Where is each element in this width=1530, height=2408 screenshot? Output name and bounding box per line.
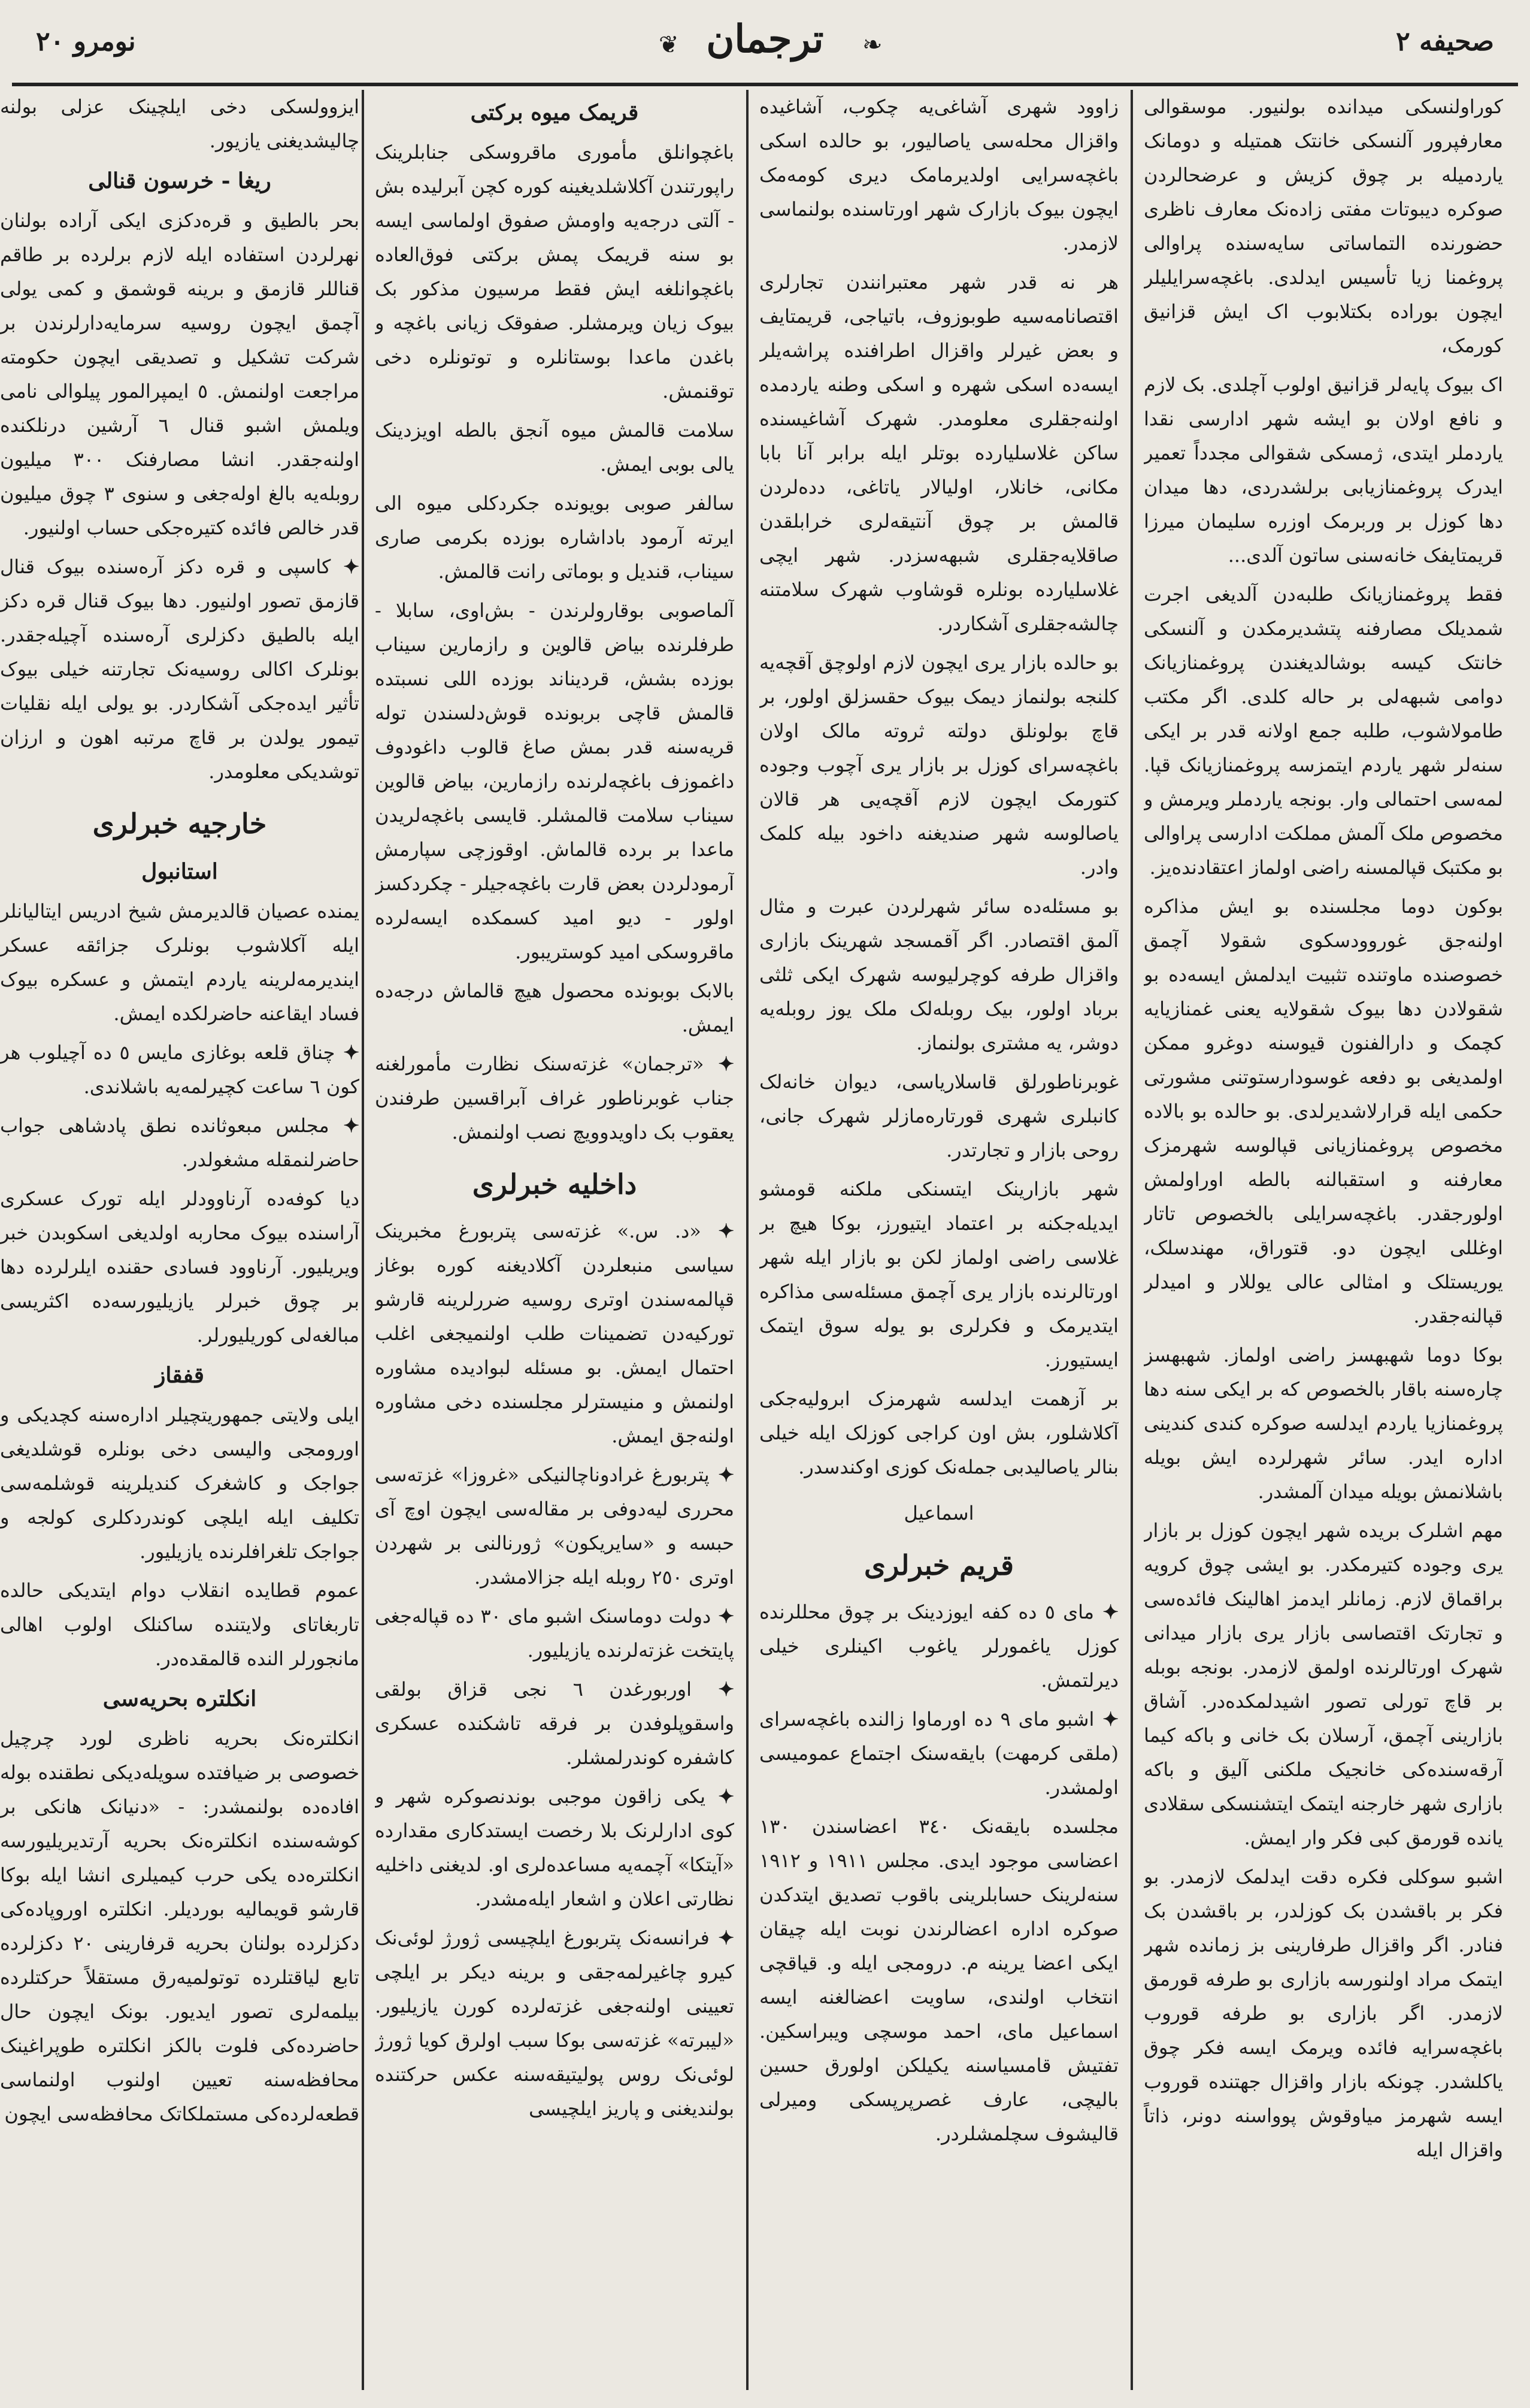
ornament-icon: ❧ — [862, 31, 883, 59]
column-4 — [0, 90, 359, 2390]
paragraph: باغچوانلق مأموری ماقروسکی جنابلرینک راپورتندن آکلاشلدیغینه کوره کچن آبرلیده بش - آلتی درجه‌یه واومش صفوق اولماسی ایسه بو سنه قریمک پمش برکتی فوق‌العاده باغچوانلغه ایش فقط مرسیون مذکور بک بیوک زیان ویرمشلر. صفوقک زیانی باغچه و باغدن ماعدا بوستانلره و توتونلره دخی توقنمش. — [375, 141, 734, 403]
column-3 — [375, 90, 734, 2390]
author-signature: اسماعیل — [904, 1502, 974, 1524]
paragraph: سلامت قالمش میوه آنجق بالطه اویزدینک یالی بوبی ایمش. — [375, 419, 734, 476]
subheading: قفقاز — [155, 1363, 204, 1388]
paragraph: ✦ «ترجمان» غزته‌سنک نظارت مأمورلغنه جناب غوبرناطور غراف آبراقسین طرفندن یعقوب بک داویدوویچ نصب اولنمش. — [375, 1052, 734, 1144]
issue-number: نومرو ٢٠ — [36, 26, 136, 57]
paragraph: ✦ پتربورغ غرادوناچالنیکی «غروزا» غزته‌سی محرری لیه‌دوفی بر مقاله‌سی ایچون اوچ آی حبسه و «سایریکون» ژورنالنی بر شهردن اوتری ٢٥٠ روبله ایله جزالامشدر. — [375, 1463, 734, 1589]
bullet-icon: ✦ — [335, 1041, 359, 1064]
paragraph: ✦ اوربورغدن ٦ نجی قزاق بولقی واسقوپلوفدن بر فرقه تاشکنده عسکری کاشفره کوندرلمشلر. — [375, 1678, 734, 1769]
column-1 — [1144, 90, 1503, 2390]
section-heading: داخلیه خبرلری — [472, 1168, 637, 1200]
paragraph: ✦ کاسپی و قره دکز آره‌سنده بیوک قنال قازمق تصور اولنیور. دها بیوک قنال قره دکز ایله بالطیق دکزلری آره‌سنده آچیله‌جقدر. بونلرک اکالی روسیه‌نک تجارتنه خیلی بیوک تأثیر ایده‌جکی آشکاردر. بو یولی ایله نقلیات تیمور یولدن بر قاچ مرتبه اهون و ارزان توشدیکی معلومدر. — [0, 555, 359, 783]
subheading: ریغا - خرسون قنالی — [88, 168, 271, 193]
paragraph: انکلتره‌نک بحریه ناظری لورد چرچیل خصوصی بر ضیافتده سویله‌دیکی نطقنده بوله افاده‌ده بولنمشدر: - «دنیانک هانکی بر کوشه‌سنده انکلتره‌نک بحریه آرتدیریلیورسه انکلتره‌ده یکی حرب کیمیلری انشا ایله بوکا قارشو قویمالیه بوردیلر. انکلتره اوروپاده‌کی دکزلرده بولنان بحریه قرفارینی ٢٠ دکزلرده تابع لیاقتلرده توتولمیه‌رق مستقلاً حرکتلرده بیلمه‌لری تصور ایدیور. بونک ایچون حال حاضرده‌کی فلوت بالکز انکلتره طوپراغینک محافظه‌سنه تعیین اولنوب اولنماسی قطعه‌لرده‌کی مستملکاتک محافظه‌سی ایچون — [0, 1727, 359, 2125]
bullet-icon: ✦ — [711, 1605, 734, 1627]
paragraph: ✦ دولت دوماسنک اشبو مای ٣٠ ده قپاله‌جغی پایتخت غزته‌لرنده یازیلیور. — [375, 1605, 734, 1662]
paragraph: ✦ چناق قلعه بوغازی مایس ٥ ده آچیلوب هر کون ٦ ساعت کچیرلمه‌یه باشلاندی. — [0, 1041, 359, 1098]
masthead — [12, 11, 1518, 86]
column-rule — [362, 90, 364, 2390]
paragraph: ✦ اشبو مای ٩ ده اورماوا زالنده باغچه‌سرای (ملقی کرمهت) بایقه‌سنک اجتماع عمومیسی اولمشدر. — [759, 1708, 1119, 1799]
paragraph: بو مسئله‌ده سائر شهرلردن عبرت و مثال آلمق اقتصادر. اگر آقمسجد شهرینک بازاری واقزال طرفه کوچرلیوسه شهرک ایکی ثلثی برباد اولور، بیک روبله‌لک ملک یوز روبله‌یه دوشر، یه مشتری بولنماز. — [759, 895, 1119, 1054]
paragraph: ایلی ولایتی جمهوریتچیلر اداره‌سنه کچدیکی و اورومجی والیسی دخی بونلره قوشلدیغی جواجک و کاشغرک کندیلرینه قوشلمه‌سی تکلیف ایله ایلچی کوندردکلری کولجه و جواجک تلغرافلرنده یازیلیور. — [0, 1403, 359, 1563]
paragraph: بو حالده بازار یری ایچون لازم اولوچق آقچه‌یه کلنجه بولنماز دیمک بیوک حقسزلق اولور، بر قاچ بولونلق دولته ثروته مالک اولان باغچه‌سرای کوزل بر بازار یری آچوب وجوده کتورمک ایچون لازم آقچه‌یی هر قالان یاصالوسه شهر صندیغنه داخود بیله کلمک وادر. — [759, 651, 1119, 879]
paragraph: سالفر صوبی بویونده جکردکلی میوه الی ایرته آرمود باداشاره بوزده بکرمی صاری سیناب، قندیل و بوماتی رانت قالمش. — [375, 492, 734, 583]
section-heading: خارجیه خبرلری — [92, 807, 267, 840]
paragraph: بوکون دوما مجلسنده بو ایش مذاکره اولنه‌جق غوروودسکوی شقولا آچمق خصوصنده ماوتنده تثبیت ایدلمش ایسه‌ده بو شقولادن دها بیوک شقولایه یعنی غمنازیایه کچمک و دارالفنون قیوسنه دوغرو ممکن اولمدیغی بو دفعه غوسودارستوتنی مشورتی حکمی ایله قرارلاشدیرلدی. بو حالده بو بالاده مخصوص پروغمنازیانی قپالوسه شهرمزک معارفنه و استقبالنه بالطه اوراولمش اولورجقدر. باغچه‌سرایلی بالخصوص تاتار اوغللی ایچون دو. قتوراق، مهندسلک، یوریستلک و امثالی عالی یوللار و امیدلر قپالنه‌جقدر. — [1144, 895, 1503, 1327]
paragraph: مهم اشلرک بریده شهر ایچون کوزل بر بازار یری وجوده کتیرمکدر. بو ایشی چوق کرویه براقماق لازم. زمانلر ایدمز اهالینک فائده‌سی و تجارتک اقتصاسی بازار یری بازار میدانی شهرک اورتالرنده اولمق لازمدر. بونجه بوبله بر قاچ تورلی تصور اشیدلمکده‌در. آشاق بازارینی آچمق، آرسلان بک خانی و باکه کیما آرقه‌سنده‌کی خانجیک ملکنی آلیق و باکه بازاری شهر خارجنه ایتمک ایتشنسکی سقلادی یانده قورمق کبی فکر وار ایمش. — [1144, 1519, 1503, 1849]
paragraph: کوراولنسکی میدانده بولنیور. موسقوالی معارفپرور آلنسکی خانتک همتیله و دومانک یاردمیله بر چوق کزیش و عرضحالردن صوکره دیبوتات مفتی زاده‌نک معارف ناظری حضورنده التماساتی سایه‌سنده پراوالی پروغمنا زیا تأسیس ایدلدی. باغچه‌سرایلیلر ایچون بوراده بکتلابوب اک ایش قزانیق کورمک، — [1144, 95, 1503, 357]
column-rule — [746, 90, 749, 2390]
paragraph: بر آزهمت ایدلسه شهرمزک ابرولیه‌جکی آکلاشلور، بش اون کراجی کوزلک ایله خیلی بنالر یاصالیدبی جمله‌نک کوزی اوکندسدر. — [759, 1387, 1119, 1478]
paragraph: زاوود شهری آشاغی‌یه چکوب، آشاغیده واقزال محله‌سی یاصالیور، بو حالده اسکی باغچه‌سرایی اولدیرمامک دیری کومه‌مک ایچون بیوک بازارک شهر اورتاسنده بولنماسی لازمدر. — [759, 95, 1119, 255]
subheading: استانبول — [141, 859, 218, 884]
paragraph: دیا کوفه‌ده آرناوودلر ایله تورک عسکری آراسنده بیوک محاربه اولدیغی اسکوبدن خبر ویریلیور. آرناوود فسادی حقنده ایلرلرده دها بر چوق خبرلر یازیلیورسه‌ده اکثریسی مبالغه‌لی کوریلیورلر. — [0, 1187, 359, 1347]
paragraph: آلماصوبی بوقارولرندن - بش‌اوی، سابلا - طرفلرنده بیاض قالوین و رازمارین سیناب بوزده بشش، قردیناند بوزده اللی نسبتده قالمش قاچی بربونده قوش‌دلسندن توله قریه‌سنه قدر بمش صاغ قالوب داغودوف داغموزف باغچه‌لرنده رازمارین، بیاض قالوین سیناب سلامت قالمشلر. قایسی باغچه‌لریدن ماعدا بر برده قالماش. اوقوزچی سپارمش آرمودلردن بعض قارت باغچه‌جیلر - چکردکسز اولور - دیو امید کسمکده ایسه‌لرده ماقروسکی امید کوستریبور. — [375, 599, 734, 963]
bullet-icon: ✦ — [704, 1052, 734, 1075]
paragraph: عموم قطایده انقلاب دوام ایتدیکی حالده تاربغاتای ولایتنده ساکنلک اولوب اهالی مانجورلر النده قالمقده‌در. — [0, 1579, 359, 1670]
paragraph: فقط پروغمنازیانک طلبه‌دن آلدیغی اجرت شمدیلک مصارفنه پتشدیرمکدن و آلنسکی خانتک کیسه بوشالدیغندن پروغمنازیانک دوامی شبهه‌لی بر حاله کلدی. اگر مکتب طامولاشوب، طلبه جمع اولانه قدر بر ایکی سنه‌لر شهر یاردم ایتمزسه پروغمنازیانک قپا. لمه‌سی احتمالی وار. بونجه یاردملر ویرمش و مخصوص ملک آلمش مملکت ادارسی پراوالی بو مکتبک قپالمسنه راضی اولماز اعتقادنده‌یز. — [1144, 583, 1503, 879]
bullet-icon: ✦ — [1094, 1601, 1119, 1623]
bullet-icon: ✦ — [701, 1220, 734, 1242]
bullet-icon: ✦ — [331, 555, 359, 578]
column-2 — [759, 90, 1119, 2390]
column-rule — [1131, 90, 1133, 2390]
bullet-icon: ✦ — [705, 1785, 734, 1808]
subheading: انکلتره بحریه‌سی — [102, 1686, 257, 1711]
bullet-icon: ✦ — [709, 1926, 734, 1949]
paragraph: شهر بازارینک ایتسنکی ملکنه قومشو ایدیله‌جکنه بر اعتماد ایتیورز، بوکا هیچ بر غلاسی راضی اولماز لکن بو بازار ایله شهر اورتالرنده بازار یری آچمق مسئله‌سی مذاکره ایتدیرمک و فکرلری بو یوله سوق ایتمک ایستیورز. — [759, 1178, 1119, 1371]
paragraph: بحر بالطیق و قره‌دکزی ایکی آراده بولنان نهرلردن استفاده ایله لازم برلرده بر طاقم قناللر قازمق و برینه قوشمق و کمی یولی آچمق ایچون روسیه سرمایه‌دارلرندن بر شرکت تشکیل و تصدیقی ایچون حکومته مراجعت اولنمش. ٥ ایمپرالمور پیلوالی نامی ویلمش اشبو قنال ٦ آرشین درنلکنده اولنه‌جقدر. انشا مصارفنک ٣٠٠ میلیون روبله‌یه بالغ اوله‌جغی و سنوی ٣ چوق میلیون قدر خالص فائده کتیره‌جکی حساب اولنیور. — [0, 209, 359, 539]
paragraph: هر نه قدر شهر معتبرانندن تجارلری اقتصانامه‌سیه طوبوزوف، باتیاجی، قریمتایف و بعض غیرلر واقزال اطرافنده پراشه‌یلر ایسه‌ده اسکی شهره و اسکی وطنه یاردمده اولنه‌جقلری معلومدر. شهرک آشاغیسنده ساکن غلاسلیارده بوتلر ایله برابر آنا بابا مکانی، خانلار، اولیالار یاتاغی، دده‌لردن قالمش بر چوق آنتیقه‌لری خرابلقدن صاقلایه‌جقلری شبهه‌سزدر. شهر ایچی غلاسلیارده بونلره قوشاوب شهرک سلامتنه چالشه‌جقلری آشکاردر. — [759, 271, 1119, 635]
paragraph: یمنده عصیان قالدیرمش شیخ ادریس ایتالیانلر ایله آکلاشوب بونلرک جزائقه عسکر ایندیرمه‌لرینه یاردم ایتمش و عسکره بیوک فساد ایقاعنه حاضرلکده ایمش. — [0, 900, 359, 1025]
paragraph: ✦ فرانسه‌نک پتربورغ ایلچیسی ژورژ لوئی‌نک کیرو چاغیرلمه‌جقی و برینه دیکر بر ایلچی تعیینی اولنه‌جغی غزته‌لرده کورن یازیلیور. «لیبرته» غزته‌سی بوکا سبب اولرق کویا ژورژ لوئی‌نک روس پولیتیقه‌سنه عکس حرکتنده بولندیغنی و پاریز ایلچیسی — [375, 1926, 734, 2120]
paragraph: غوبرناطورلق قاسلاریاسی، دیوان خانه‌لک کانبلری شهری قورتاره‌مازلر شهرک جانی، روحی بازار و تجارتدر. — [759, 1070, 1119, 1161]
subheading: قریمک میوه برکتی — [470, 100, 639, 125]
paragraph: اشبو سوکلی فکره دقت ایدلمک لازمدر. بو فکر بر باقشدن بک کوزلدر، بر باقشدن بک فنادر. اگر واقزال طرفارینی بز زمانده شهر ایتمک مراد اولنورسه بازاری بو طرفه قورمق لازمدر. اگر بازاری بو طرفه قوروب باغچه‌سرایه فائده ویرمک ایسه فکر چوق یاکلشدر. چونکه بازار واقزال جهتنده قوروب ایسه شهرمز میاوقوش پوواسنه دونر، ذاتاً واقزال ایله — [1144, 1865, 1503, 2161]
page-number: صحیفه ٢ — [1396, 26, 1494, 57]
paragraph: بوکا دوما شهبهسز راضی اولماز. شهبهسز چاره‌سنه باقار بالخصوص که بر ایکی سنه دها پروغمنازیا یاردم ایدلسه صوکره کندی کندینی اداره ایدر. سائر شهرلرده ایش بویله باشلانمش بویله میدان آلمشدر. — [1144, 1344, 1503, 1503]
newspaper-title: ترجمان — [706, 17, 824, 62]
bullet-icon: ✦ — [1094, 1708, 1119, 1731]
paragraph: ✦ مجلس مبعوثانده نطق پادشاهی جواب حاضرلنمقله مشغولدر. — [0, 1114, 359, 1171]
paragraph: مجلسده بایقه‌نک ٣٤٠ اعضاسندن ١٣٠ اعضاسی موجود ایدی. مجلس ١٩١١ و ١٩١٢ سنه‌لرینک حسابلرینی باقوب تصدیق ایتدکدن صوکره اداره اعضالرندن نوبت ایله چیقان ایکی اعضا یرینه م. درومجی ایله و. قیاقچی انتخاب اولندی، ساویت اعضالغنه ایسه اسماعیل مای، احمد موسچی ویبراسکین. تفتیش قامسیاسنه یکیلکن اولورق حسین بالیچی، عارف غصرپرپسکی ومیرلی قالیشوف سچلمشلردر. — [759, 1815, 1119, 2145]
paragraph: ایزوولسکی دخی ایلچینک عزلی بولنه چالیشدیغنی یازیور. — [0, 95, 359, 152]
paragraph: ✦ مای ٥ ده کفه ایوزدینک بر چوق محللرنده کوزل یاغمورلر یاغوب اکینلری خیلی دیرلتمش. — [759, 1601, 1119, 1692]
bullet-icon: ✦ — [709, 1463, 734, 1486]
paragraph: اک بیوک پایه‌لر قزانیق اولوب آچلدی. بک لازم و نافع اولان بو ایشه شهر ادارسی نقدا یاردملر ایتدی، ژمسکی شقوالی مجدداً تعمیر ایدرک پروغمنازیابی برلشدردی، دها میدان دها کوزل بر وربرمک اوزره سلیمان میرزا قریمتایفک خانه‌سنی ساتون آلدی... — [1144, 373, 1503, 567]
ornament-icon: ❦ — [659, 31, 679, 59]
paragraph: بالابک بوبونده محصول هیچ قالماش درجه‌ده ایمش. — [375, 979, 734, 1036]
paragraph: ✦ یکی زاقون موجبی بوندنصوکره شهر و کوی ادارلرنک بلا رخصت ایستدکاری مقدارده «آیتکا» آچمه‌یه مساعده‌لری او. لدیغنی داخلیه نظارتی اعلان و اشعار ایله‌مشدر. — [375, 1785, 734, 1910]
paragraph: ✦ «د. س.» غزته‌سی پتربورغ مخبرینک سیاسی منبعلردن آکلادیغنه کوره بوغاز قپالمه‌سندن اوتری روسیه ضررلرینه قارشو توركیه‌دن تضمینات طلب اولنمیجغی اغلب احتمال ایمش. بو مسئله لبوادیده مشاوره اولنمش و منیسترلر مجلسنده دخی مشاوره اولنه‌جق ایمش. — [375, 1220, 734, 1447]
bullet-icon: ✦ — [691, 1678, 734, 1701]
bullet-icon: ✦ — [329, 1114, 359, 1137]
section-heading: قریم خبرلری — [864, 1549, 1014, 1581]
